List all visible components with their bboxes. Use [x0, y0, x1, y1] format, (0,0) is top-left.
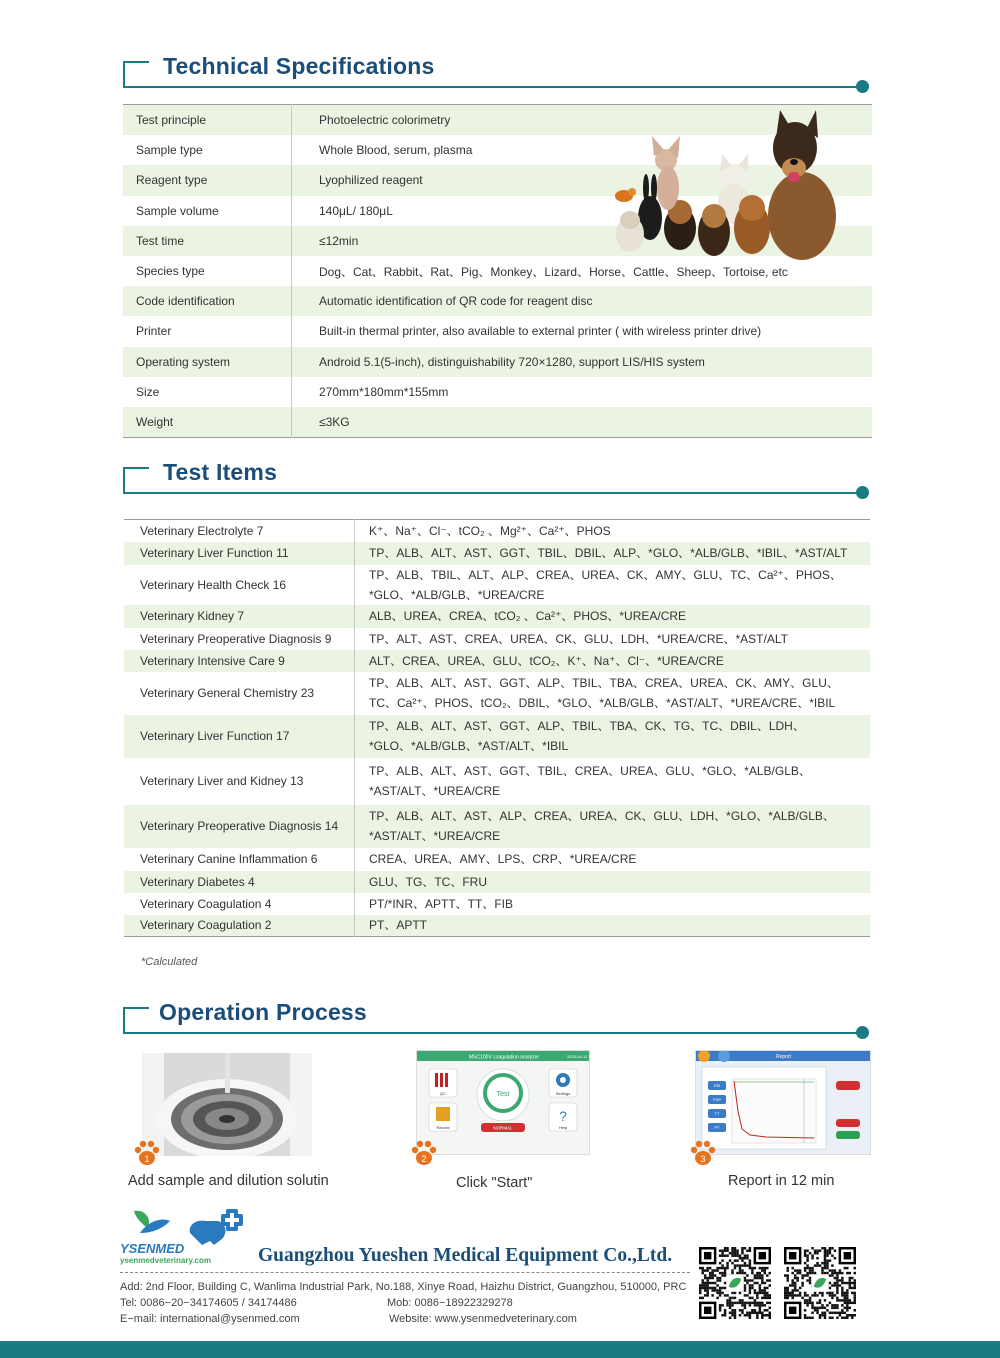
spec-value: ≤12min [292, 226, 873, 256]
step-2-screen [416, 1050, 590, 1155]
test-items-line: *GLO、*ALB/GLB、*AST/ALT、*IBIL [369, 739, 569, 753]
spec-label: Weight [123, 407, 292, 438]
footer-tel: Tel: 0086−20−34174605 / 34174486 [120, 1297, 297, 1309]
test-panel-items [355, 805, 871, 848]
spec-row [123, 286, 872, 316]
step-number: 3 [700, 1154, 706, 1164]
spec-row [123, 316, 872, 346]
screen-help: Help [558, 1125, 568, 1130]
test-items-line: TP、ALB、ALT、AST、GGT、TBIL、CREA、UREA、GLU、*GLO、*ALB/GLB、 [369, 764, 811, 778]
test-items-line: *AST/ALT、*UREA/CRE [369, 784, 501, 798]
test-panel-name: Veterinary Diabetes 4 [124, 871, 355, 893]
bottom-bar [0, 1341, 1000, 1358]
test-panel-name: Veterinary Canine Inflammation 6 [124, 848, 355, 871]
spec-label: Test principle [123, 105, 292, 136]
header-bracket [123, 467, 149, 493]
ysenmed-logo [118, 1203, 254, 1269]
report-tab-label: PT [714, 1125, 720, 1130]
test-panel-name: Veterinary Health Check 16 [124, 565, 355, 605]
test-panel-items [355, 672, 871, 715]
logo-brand: YSENMED [120, 1241, 185, 1256]
spec-label: Reagent type [123, 165, 292, 195]
spec-label: Sample volume [123, 196, 292, 226]
section-title: Operation Process [159, 999, 367, 1025]
header-rule [123, 1032, 860, 1034]
spec-label: Test time [123, 226, 292, 256]
spec-row [123, 256, 872, 286]
spec-label: Operating system [123, 347, 292, 377]
test-items-line: PT、APTT [369, 918, 428, 933]
test-row [124, 628, 870, 650]
test-row [124, 672, 870, 715]
test-row [124, 758, 870, 805]
screen-normal: NORMAL [493, 1125, 513, 1131]
report-tab-label: FDP [713, 1097, 721, 1102]
screen-title: MSC100V coagulation analyzer [469, 1054, 540, 1061]
footer-divider [120, 1272, 690, 1273]
spec-value: Lyophilized reagent [292, 165, 873, 195]
logo-site: ysenmedveterinary.com [120, 1256, 212, 1265]
test-row [124, 565, 870, 605]
spec-label: Size [123, 377, 292, 407]
screen-time: 2023-04-12 [567, 1054, 588, 1059]
pets-image [610, 108, 840, 260]
qr-code [784, 1247, 856, 1319]
header-bracket [123, 1007, 149, 1033]
test-panel-items [355, 915, 871, 937]
test-panel-name: Veterinary General Chemistry 23 [124, 672, 355, 715]
test-row [124, 542, 870, 565]
test-panel-name: Veterinary Coagulation 2 [124, 915, 355, 937]
spec-row [123, 347, 872, 377]
test-row [124, 893, 870, 915]
test-items-line: PT/*INR、APTT、TT、FIB [369, 896, 514, 911]
footer-mob: Mob: 0086−18922329278 [387, 1297, 513, 1309]
spec-label: Species type [123, 256, 292, 286]
test-row [124, 805, 870, 848]
test-items-line: K⁺、Na⁺、Cl⁻、tCO₂ 、Mg²⁺、Ca²⁺、PHOS [369, 523, 611, 538]
test-items-line: TP、ALB、ALT、AST、GGT、ALP、TBIL、TBA、CREA、UREA、CK、AMY、GLU、 [369, 676, 839, 690]
paw-3-icon [688, 1138, 718, 1168]
spec-value: ≤3KG [292, 407, 873, 438]
calculated-note: *Calculated [141, 956, 198, 968]
spec-row [123, 377, 872, 407]
screen-record: Record [436, 1125, 450, 1130]
test-row [124, 871, 870, 893]
step-number: 2 [421, 1154, 427, 1164]
test-items-line: CREA、UREA、AMY、LPS、CRP、*UREA/CRE [369, 852, 637, 866]
footer-website: Website: www.ysenmedveterinary.com [389, 1313, 577, 1325]
tests-table [124, 519, 870, 937]
step-1-image [142, 1053, 312, 1156]
test-row [124, 650, 870, 672]
test-row [124, 520, 870, 542]
test-items-line: TP、ALT、AST、CREA、UREA、CK、GLU、LDH、*UREA/CRE、*AST/ALT [369, 631, 788, 646]
spec-label: Code identification [123, 286, 292, 316]
step-1-caption: Add sample and dilution solutin [128, 1173, 329, 1189]
test-items-line: TP、ALB、TBIL、ALT、ALP、CREA、UREA、CK、AMY、GLU、TC、Ca²⁺、PHOS、 [369, 567, 842, 582]
test-items-line: TP、ALB、ALT、AST、GGT、ALP、TBIL、TBA、CK、TG、TC、DBIL、LDH、 [369, 719, 805, 733]
test-row [124, 715, 870, 758]
spec-value: Whole Blood, serum, plasma [319, 143, 473, 158]
qr-code [699, 1247, 771, 1319]
test-panel-name: Veterinary Coagulation 4 [124, 893, 355, 915]
company-name: Guangzhou Yueshen Medical Equipment Co.,Ltd. [258, 1245, 673, 1266]
test-panel-items [355, 605, 871, 628]
header-dot [856, 80, 869, 93]
spec-value: Android 5.1(5-inch), distinguishability 720×1280, support LIS/HIS system [292, 347, 873, 377]
test-panel-name: Veterinary Liver and Kidney 13 [124, 758, 355, 805]
section-title: Technical Specifications [163, 53, 435, 79]
test-panel-items [355, 715, 871, 758]
test-panel-items [355, 893, 871, 915]
test-panel-items [355, 848, 871, 871]
report-title: Report [776, 1054, 792, 1060]
test-row [124, 848, 870, 871]
test-panel-items [355, 628, 871, 650]
test-panel-items [355, 758, 871, 805]
test-panel-items [355, 520, 871, 542]
test-panel-name: Veterinary Preoperative Diagnosis 9 [124, 628, 355, 650]
header-rule [123, 86, 860, 88]
screen-test: Test [496, 1091, 510, 1098]
test-items-line: ALT、CREA、UREA、GLU、tCO₂、K⁺、Na⁺、Cl⁻、*UREA/CRE [369, 653, 724, 668]
header-bracket [123, 61, 149, 87]
header-dot [856, 486, 869, 499]
spec-value: Automatic identification of QR code for reagent disc [292, 286, 873, 316]
test-panel-items [355, 542, 871, 565]
paw-2-icon [409, 1138, 439, 1168]
spec-value: 140μL/ 180μL [319, 203, 393, 218]
test-items-line: *AST/ALT、*UREA/CRE [369, 829, 501, 843]
test-panel-name: Veterinary Electrolyte 7 [124, 520, 355, 542]
spec-value: Dog、Cat、Rabbit、Rat、Pig、Monkey、Lizard、Horse、Cattle、Sheep、Tortoise, etc [319, 264, 788, 279]
test-panel-name: Veterinary Intensive Care 9 [124, 650, 355, 672]
svg-text:?: ? [559, 1108, 567, 1124]
test-items-line: TC、Ca²⁺、PHOS、tCO₂、DBIL、*GLO、*ALB/GLB、*AST/ALT、*UREA/CRE、*IBIL [369, 696, 836, 710]
screen-qc: QC [440, 1091, 446, 1096]
test-items-line: TP、ALB、ALT、AST、GGT、TBIL、DBIL、ALP、*GLO、*ALB/GLB、*IBIL、*AST/ALT [369, 546, 848, 560]
report-tab-label: FIB [713, 1083, 721, 1088]
paw-1-icon [132, 1138, 162, 1168]
test-panel-name: Veterinary Preoperative Diagnosis 14 [124, 805, 355, 848]
test-panel-name: Veterinary Liver Function 11 [124, 542, 355, 565]
step-2-caption: Click "Start" [456, 1175, 533, 1191]
test-items-line: GLU、TG、TC、FRU [369, 874, 487, 889]
header-rule [123, 492, 860, 494]
test-panel-items [355, 650, 871, 672]
test-panel-items [355, 565, 871, 605]
footer-email: E−mail: international@ysenmed.com [120, 1313, 300, 1325]
test-panel-items [355, 871, 871, 893]
header-dot [856, 1026, 869, 1039]
step-number: 1 [144, 1154, 150, 1164]
test-items-line: TP、ALB、ALT、AST、ALP、CREA、UREA、CK、GLU、LDH、*GLO、*ALB/GLB、 [369, 809, 835, 823]
test-panel-name: Veterinary Liver Function 17 [124, 715, 355, 758]
test-items-line: ALB、UREA、CREA、tCO₂ 、Ca²⁺、PHOS、*UREA/CRE [369, 609, 687, 623]
spec-value: Built-in thermal printer, also available to external printer ( with wireless printer drive) [319, 324, 762, 339]
test-items-line: *GLO、*ALB/GLB、*UREA/CRE [369, 587, 545, 602]
step-3-screen [695, 1050, 871, 1155]
test-row [124, 915, 870, 937]
footer-address: Add: 2nd Floor, Building C, Wanlima Industrial Park, No.188, Xinye Road, Haizhu District, Guangzhou, 510000, PRC [120, 1281, 687, 1293]
spec-value: Photoelectric colorimetry [292, 105, 873, 136]
test-row [124, 605, 870, 628]
spec-label: Printer [123, 316, 292, 346]
section-title: Test Items [163, 459, 278, 485]
report-tab-label: TT [714, 1111, 720, 1116]
spec-label: Sample type [123, 135, 292, 165]
spec-row [123, 407, 872, 438]
test-panel-name: Veterinary Kidney 7 [124, 605, 355, 628]
screen-settings: Settings [555, 1091, 571, 1096]
spec-value: 270mm*180mm*155mm [319, 384, 449, 399]
step-3-caption: Report in 12 min [728, 1173, 835, 1189]
